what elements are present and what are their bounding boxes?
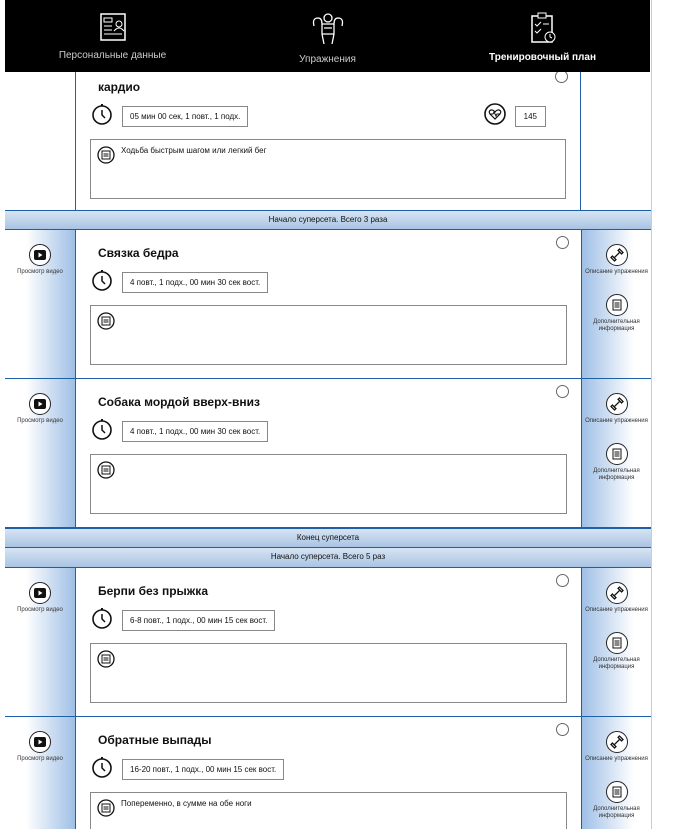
stopwatch-icon <box>90 102 114 131</box>
superset-start-band: Начало суперсета. Всего 5 раз <box>5 548 651 568</box>
watch-video-label: Просмотр видео <box>17 756 63 762</box>
notes-icon <box>97 146 115 166</box>
watch-video-label: Просмотр видео <box>17 269 63 275</box>
exercise-description-label: Описание упражнения <box>585 607 648 613</box>
exercise-title: кардио <box>98 80 141 94</box>
heart-rate-icon <box>483 102 507 131</box>
top-nav <box>5 0 650 72</box>
watch-video-button[interactable] <box>17 393 63 425</box>
document-icon <box>606 294 628 316</box>
select-radio[interactable] <box>556 236 569 249</box>
right-panel <box>581 717 651 829</box>
play-video-icon <box>29 244 51 266</box>
watch-video-button[interactable] <box>17 244 63 276</box>
heart-rate-group <box>483 102 546 131</box>
right-panel-empty <box>581 72 651 210</box>
nav-personal-data[interactable] <box>5 0 220 72</box>
plan-content <box>5 72 651 829</box>
document-icon <box>606 632 628 654</box>
exercise-description-button[interactable] <box>585 582 648 614</box>
exercise-title: Собака мордой вверх-вниз <box>98 395 260 409</box>
exercise-card <box>75 230 581 378</box>
select-radio[interactable] <box>556 574 569 587</box>
additional-info-label: Дополнительная информация <box>593 805 640 819</box>
left-panel <box>5 568 75 716</box>
stopwatch-icon <box>90 417 114 446</box>
exercise-description-label: Описание упражнения <box>585 418 648 424</box>
select-radio[interactable] <box>555 72 568 83</box>
dumbbell-icon <box>606 244 628 266</box>
page-right-margin <box>651 0 673 829</box>
notes-text: Ходьба быстрым шагом или легкий бег <box>121 146 267 155</box>
dumbbell-icon <box>606 393 628 415</box>
stopwatch-icon <box>90 755 114 784</box>
exercise-description-label: Описание упражнения <box>585 269 648 275</box>
notes-icon <box>97 799 115 819</box>
exercise-title: Обратные выпады <box>98 733 212 747</box>
profile-card-icon <box>98 12 128 47</box>
exercise-params[interactable]: 6-8 повт., 1 подх., 00 мин 15 сек вост. <box>122 610 275 631</box>
exercise-notes[interactable] <box>90 792 567 829</box>
document-icon <box>606 781 628 803</box>
exercise-params[interactable]: 05 мин 00 сек, 1 повт., 1 подх. <box>122 106 248 127</box>
left-panel <box>5 230 75 378</box>
notes-icon <box>97 461 115 481</box>
left-panel <box>5 717 75 829</box>
right-panel <box>581 568 651 716</box>
additional-info-button[interactable] <box>582 443 651 482</box>
right-panel <box>581 379 651 527</box>
exercise-description-label: Описание упражнения <box>585 756 648 762</box>
notes-text: Попеременно, в сумме на обе ноги <box>121 799 252 808</box>
nav-exercises-label: Упражнения <box>299 54 356 65</box>
stopwatch-icon <box>90 606 114 635</box>
exercise-row <box>5 230 651 379</box>
watch-video-label: Просмотр видео <box>17 418 63 424</box>
play-video-icon <box>29 393 51 415</box>
notes-icon <box>97 312 115 332</box>
additional-info-button[interactable] <box>582 632 651 671</box>
play-video-icon <box>29 731 51 753</box>
exercise-card <box>75 717 581 829</box>
exercise-row <box>5 379 651 528</box>
exercise-card <box>75 72 581 210</box>
additional-info-label: Дополнительная информация <box>593 318 640 332</box>
play-video-icon <box>29 582 51 604</box>
notes-icon <box>97 650 115 670</box>
additional-info-button[interactable] <box>582 781 651 820</box>
exercise-card <box>75 379 581 527</box>
nav-exercises[interactable] <box>220 0 435 72</box>
additional-info-button[interactable] <box>582 294 651 333</box>
select-radio[interactable] <box>556 385 569 398</box>
nav-training-plan[interactable] <box>435 0 650 72</box>
stopwatch-icon <box>90 268 114 297</box>
nav-personal-data-label: Персональные данные <box>58 50 167 61</box>
document-icon <box>606 443 628 465</box>
watch-video-button[interactable] <box>17 582 63 614</box>
exercise-notes[interactable] <box>90 454 567 514</box>
watch-video-label: Просмотр видео <box>17 607 63 613</box>
exercise-params[interactable]: 16-20 повт., 1 подх., 00 мин 15 сек вост. <box>122 759 284 780</box>
dumbbell-icon <box>606 731 628 753</box>
exercise-notes[interactable] <box>90 305 567 365</box>
right-panel <box>581 230 651 378</box>
left-panel-empty <box>5 72 75 210</box>
superset-end-band: Конец суперсета <box>5 528 651 548</box>
exercise-description-button[interactable] <box>585 731 648 763</box>
additional-info-label: Дополнительная информация <box>593 467 640 481</box>
exercise-description-button[interactable] <box>585 393 648 425</box>
watch-video-button[interactable] <box>17 731 63 763</box>
exercise-row <box>5 568 651 717</box>
additional-info-label: Дополнительная информация <box>593 656 640 670</box>
select-radio[interactable] <box>556 723 569 736</box>
exercise-notes[interactable] <box>90 139 566 199</box>
superset-start-band: Начало суперсета. Всего 3 раза <box>5 210 651 230</box>
exercise-card <box>75 568 581 716</box>
exercise-notes[interactable] <box>90 643 567 703</box>
left-panel <box>5 379 75 527</box>
exercise-description-button[interactable] <box>585 244 648 276</box>
bodybuilder-icon <box>306 12 350 51</box>
exercise-params[interactable]: 4 повт., 1 подх., 00 мин 30 сек вост. <box>122 272 268 293</box>
exercise-title: Берпи без прыжка <box>98 584 208 598</box>
exercise-params[interactable]: 4 повт., 1 подх., 00 мин 30 сек вост. <box>122 421 268 442</box>
clipboard-plan-icon <box>528 12 558 49</box>
heart-rate-value[interactable]: 145 <box>515 106 546 127</box>
nav-training-plan-label: Тренировочный план <box>489 52 596 63</box>
dumbbell-icon <box>606 582 628 604</box>
exercise-row <box>5 717 651 829</box>
exercise-title: Связка бедра <box>98 246 179 260</box>
exercise-row-cardio <box>5 72 651 210</box>
